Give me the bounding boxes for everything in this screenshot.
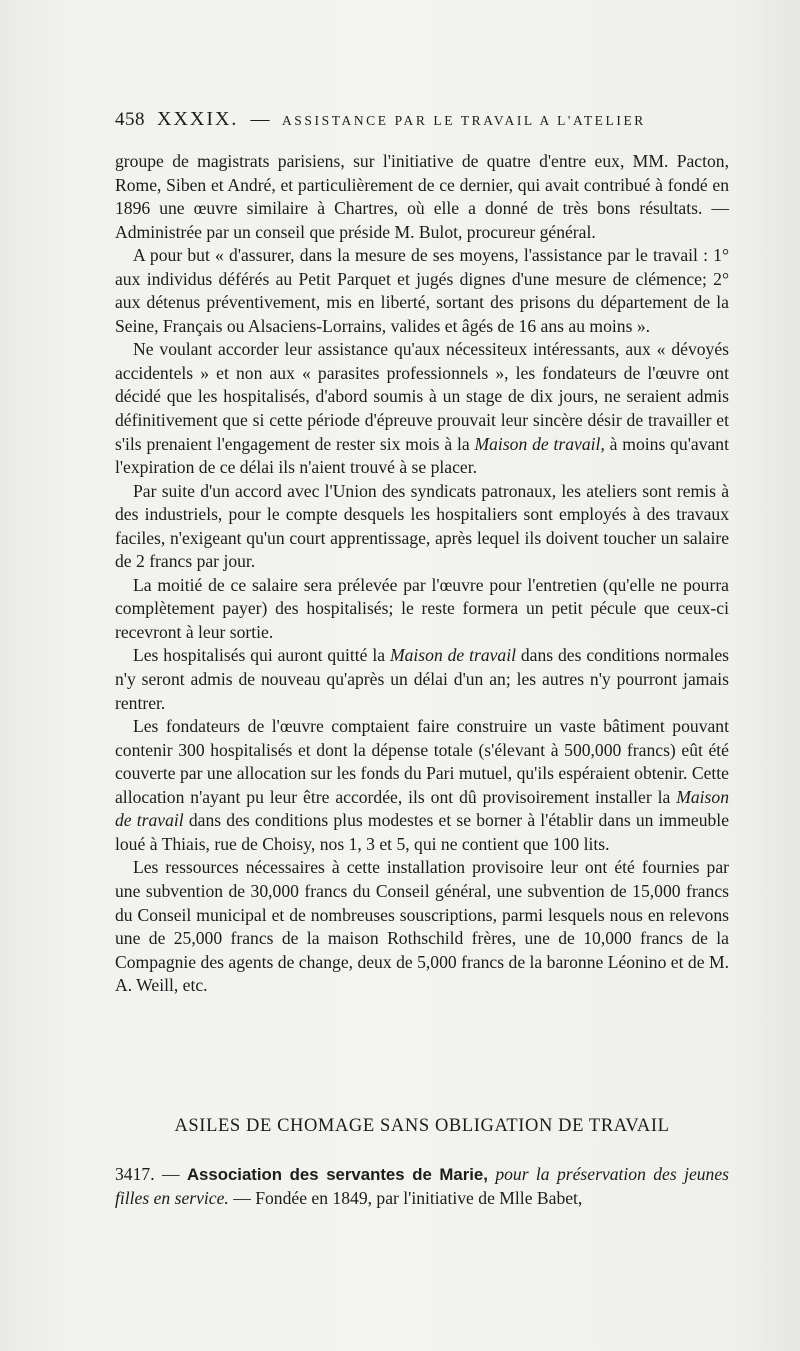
- chapter-number: XXXIX.: [157, 108, 239, 130]
- entry-number: 3417.: [115, 1164, 155, 1184]
- text-run: groupe de magistrats parisiens, sur l'initiative de quatre d'entre eux, MM. Pacton, Rome, Siben et André, et particulièrement de ce dernier, qui avait contribué à fondé en 1896 une œuvre similaire à Chartres, où elle a donné de très bons résultats. — Administrée par un conseil que préside M. Bulot, procureur général.: [115, 151, 729, 242]
- running-head: [115, 108, 695, 131]
- page-number: 458: [115, 109, 145, 130]
- paragraph: [115, 574, 729, 645]
- italic-text: Maison de travail: [474, 433, 601, 454]
- text-run: dans des conditions normales n'y seront admis de nouveau qu'après un délai d'un an; les autres n'y pourront jamais rentrer.: [115, 645, 730, 713]
- entry-dash: —: [161, 1164, 180, 1184]
- paragraph: [115, 338, 729, 479]
- chapter-title: ASSISTANCE PAR LE TRAVAIL A L'ATELIER: [281, 113, 646, 128]
- italic-text: Maison de travail: [115, 786, 729, 831]
- section-heading: ASILES DE CHOMAGE SANS OBLIGATION DE TRAVAIL: [174, 1116, 670, 1136]
- entry-rest: — Fondée en 1849, par l'initiative de Mlle Babet,: [233, 1187, 583, 1208]
- entry-name: Association des servantes de Marie,: [186, 1165, 488, 1184]
- paragraph: [115, 244, 729, 338]
- text-run: Les hospitalisés qui auront quitté la: [133, 645, 390, 666]
- italic-text: Maison de travail: [389, 645, 517, 666]
- text-run: A pour but « d'assurer, dans la mesure de ses moyens, l'assistance par le travail : 1° aux individus déférés au Petit Parquet et jugés dignes d'une mesure de clémence; 2° aux détenus préventivement, mis en liberté, sortant des prisons du département de la Seine, Français ou Alsaciens-Lorrains, valides et âgés de 16 ans au moins ».: [115, 245, 729, 336]
- text-run: dans des conditions plus modestes et se borner à l'établir dans un immeuble loué à Thiais, rue de Choisy, nos 1, 3 et 5, qui ne contient que 100 lits.: [115, 810, 729, 854]
- paragraph: [115, 856, 729, 997]
- paragraph: [115, 715, 729, 856]
- text-run: Les fondateurs de l'œuvre comptaient faire construire un vaste bâtiment pouvant contenir 300 hospitalisés et dont la dépense totale (s'élevant à 500,000 francs) eût été couverte par une allocation sur les fonds du Pari mutuel, qu'ils espéraient obtenir. Cette allocation n'ayant pu leur être accordée, ils ont dû provisoirement installer la: [115, 716, 729, 807]
- paragraph: [115, 480, 729, 574]
- paragraph: [115, 644, 729, 715]
- text-run: Par suite d'un accord avec l'Union des syndicats patronaux, les ateliers sont remis à des industriels, pour le compte desquels les hospitaliers sont employés à des travaux faciles, n'exigeant qu'un court apprentissage, après lequel ils doivent toucher un salaire de 2 francs par jour.: [115, 480, 729, 572]
- header-separator: —: [250, 109, 270, 130]
- paragraph: [115, 150, 729, 244]
- text-run: , à moins qu'avant l'expiration de ce délai ils n'aient trouvé à se placer.: [115, 433, 729, 478]
- body-text: [115, 150, 729, 998]
- text-run: La moitié de ce salaire sera prélevée par l'œuvre pour l'entretien (qu'elle ne pourra complètement payer) des hospitalisés; le reste formera un petit pécule que ceux-ci recevront à leur sortie.: [115, 574, 729, 642]
- entry-3417: [115, 1163, 729, 1210]
- text-run: Ne voulant accorder leur assistance qu'aux nécessiteux intéressants, aux « dévoyés accidentels » et non aux « parasites professionnels », les fondateurs de l'œuvre ont décidé que les hospitalisés, d'abord soumis à un stage de dix jours, ne seraient admis définitivement que si cette période d'épreuve prouvait leur sincère désir de travailler et s'ils prenaient l'engagement de rester six mois à la: [115, 339, 729, 454]
- entry-purpose: pour la préservation des jeunes filles en service.: [115, 1164, 730, 1208]
- text-run: Les ressources nécessaires à cette installation provisoire leur ont été fournies par une subvention de 30,000 francs du Conseil général, une subvention de 15,000 francs du Conseil municipal et de nombreuses souscriptions, parmi lesquels nous en relevons une de 25,000 francs de la maison Rothschild frères, une de 10,000 francs de la Compagnie des agents de change, deux de 5,000 francs de la baronne Léonino et de M. A. Weill, etc.: [115, 857, 729, 996]
